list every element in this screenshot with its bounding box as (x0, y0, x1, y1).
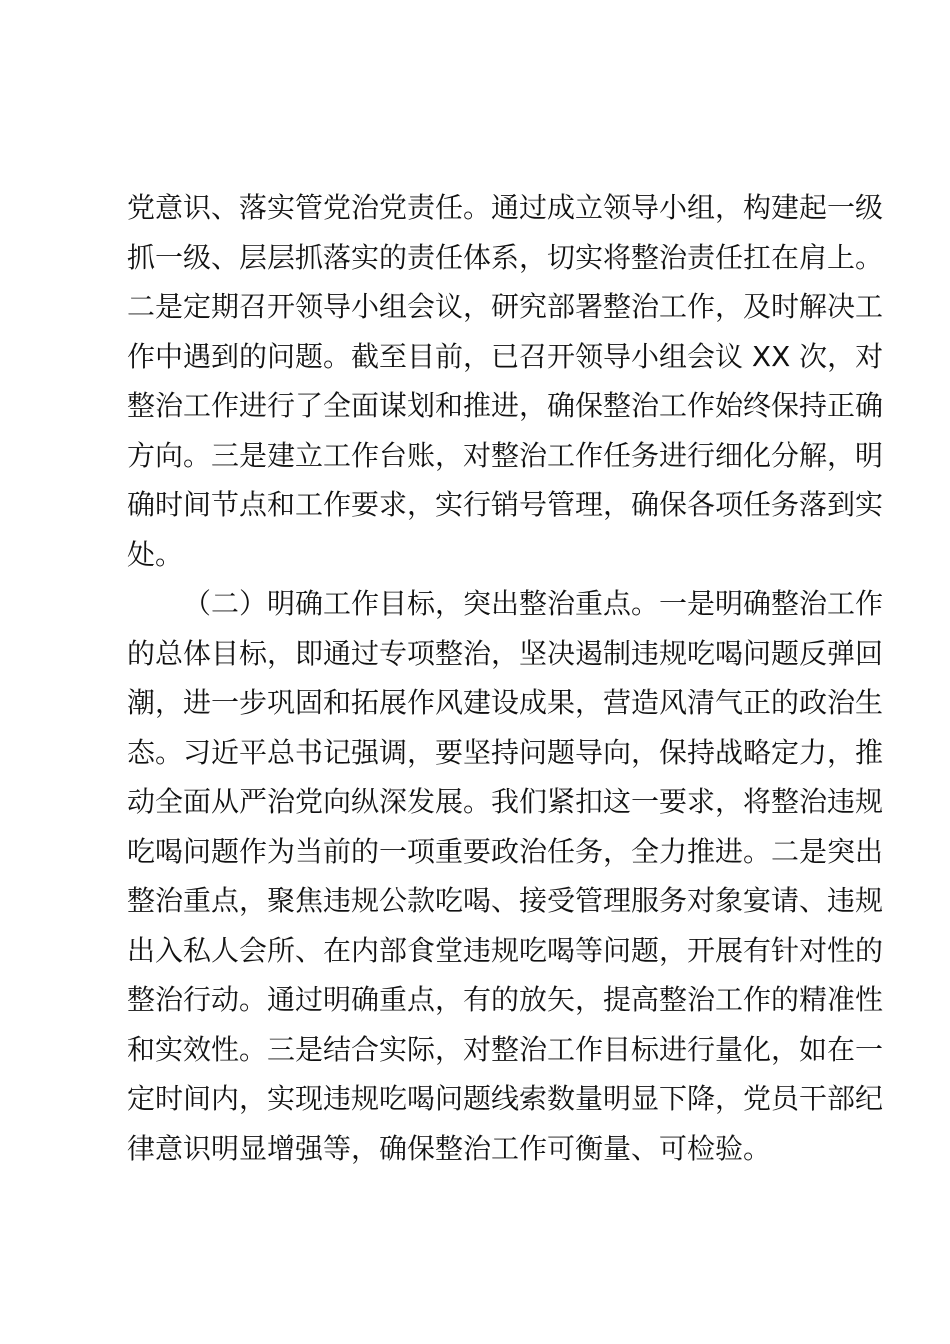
text-line: 二是定期召开领导小组会议，研究部署整治工作，及时解决工 (127, 290, 884, 323)
text-line: 确时间节点和工作要求，实行销号管理，确保各项任务落到实 (127, 488, 884, 521)
text-line-paragraph-end: 处。 (127, 537, 184, 571)
text-line: 定时间内，实现违规吃喝问题线索数量明显下降，党员干部纪 (127, 1082, 884, 1115)
text-line: 出入私人会所、在内部食堂违规吃喝等问题，开展有针对性的 (127, 933, 884, 967)
text-line: 的总体目标，即通过专项整治，坚决遏制违规吃喝问题反弹回 (127, 636, 884, 670)
text-line: 方向。三是建立工作台账，对整治工作任务进行细化分解，明 (127, 438, 884, 472)
text-line: 整治工作进行了全面谋划和推进，确保整治工作始终保持正确 (127, 389, 884, 422)
text-line-paragraph-end: 律意识明显增强等，确保整治工作可衡量、可检验。 (127, 1131, 772, 1165)
text-line: 动全面从严治党向纵深发展。我们紧扣这一要求，将整治违规 (127, 785, 884, 818)
text-line: 吃喝问题作为当前的一项重要政治任务，全力推进。二是突出 (127, 834, 884, 868)
text-line: 整治重点，聚焦违规公款吃喝、接受管理服务对象宴请、违规 (127, 884, 884, 917)
text-line: 整治行动。通过明确重点，有的放矢，提高整治工作的精准性 (127, 983, 884, 1016)
text-line: 潮，进一步巩固和拓展作风建设成果，营造风清气正的政治生 (127, 686, 884, 719)
text-line: 作中遇到的问题。截至目前，已召开领导小组会议 XX 次，对 (127, 339, 884, 373)
paragraph-heading-line: （二）明确工作目标，突出整治重点。一是明确整治工作 (183, 587, 884, 620)
text-line: 态。习近平总书记强调，要坚持问题导向，保持战略定力，推 (127, 735, 884, 769)
body-text (127, 183, 884, 1173)
text-line: 和实效性。三是结合实际，对整治工作目标进行量化，如在一 (127, 1032, 884, 1066)
text-line: 党意识、落实管党治党责任。通过成立领导小组，构建起一级 (127, 191, 884, 224)
text-line: 抓一级、层层抓落实的责任体系，切实将整治责任扛在肩上。 (127, 240, 884, 274)
